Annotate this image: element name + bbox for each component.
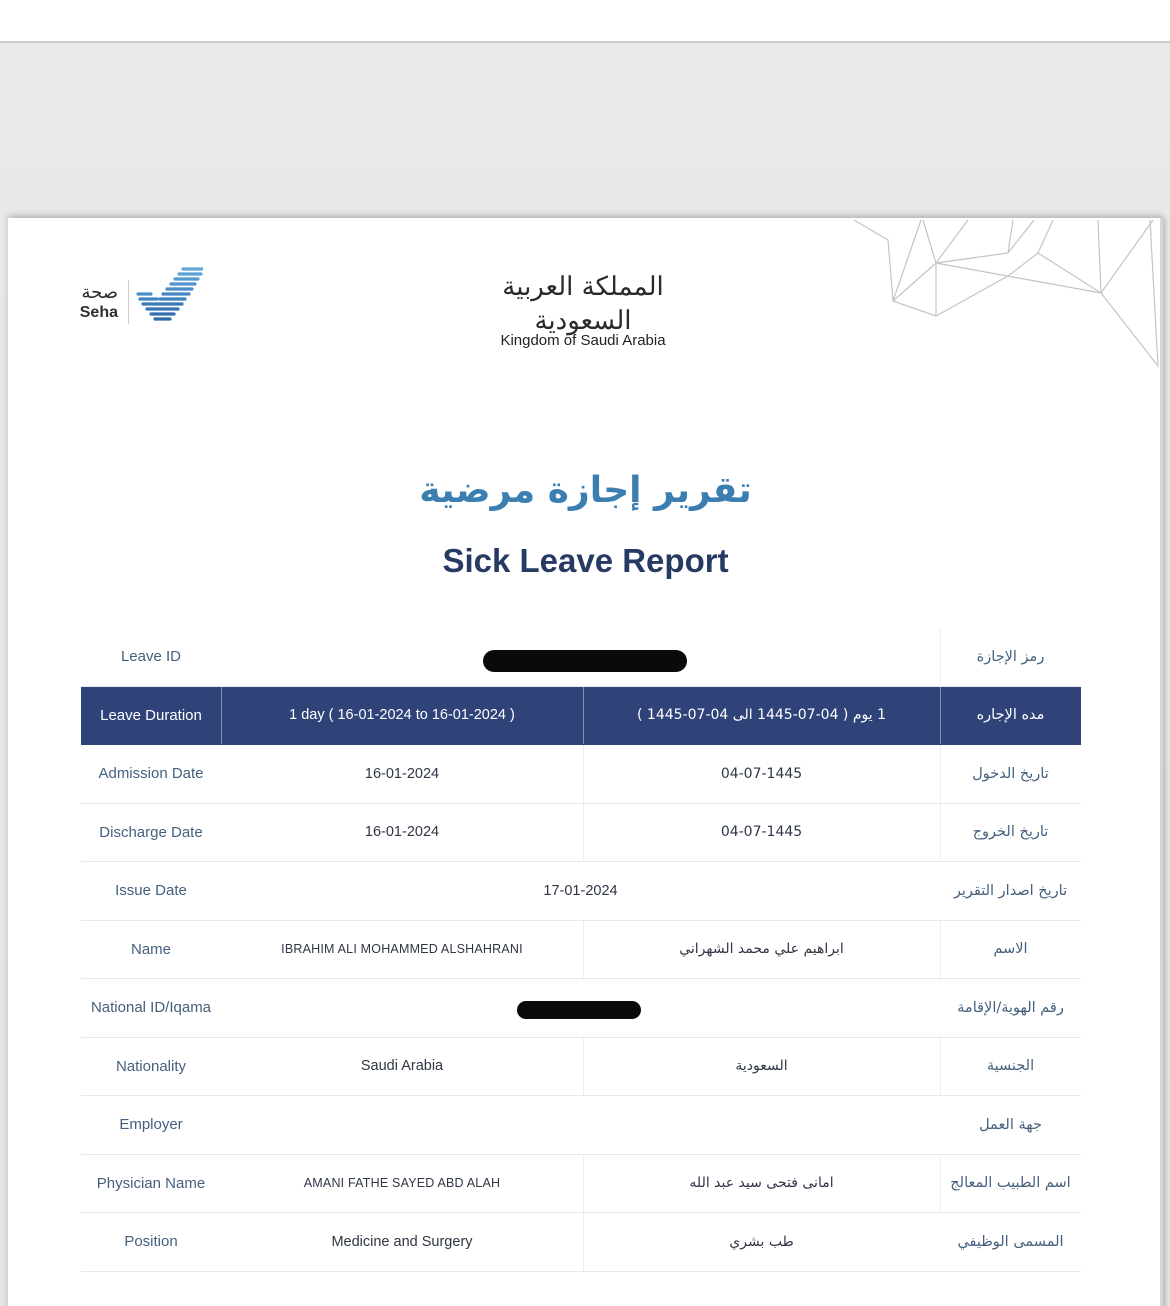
label-en: Employer xyxy=(119,1116,183,1134)
label-en: Discharge Date xyxy=(99,823,203,841)
row-physician-name xyxy=(81,1155,1081,1214)
kingdom-logo-arabic: المملكة العربية السعودية xyxy=(502,272,664,336)
title-arabic: تقرير إجازة مرضية xyxy=(419,470,752,511)
document-page xyxy=(8,218,1163,1306)
label-ar: المسمى الوظيفي xyxy=(957,1233,1064,1250)
label-ar: رقم الهوية/الإقامة xyxy=(957,999,1064,1016)
label-ar: جهة العمل xyxy=(979,1116,1042,1133)
value: 17-01-2024 xyxy=(543,882,618,899)
label-en: Admission Date xyxy=(98,765,204,783)
row-employer xyxy=(81,1096,1081,1155)
label-en: National ID/Iqama xyxy=(90,999,212,1017)
value-en: 1 day ( 16-01-2024 to 16-01-2024 ) xyxy=(289,707,515,724)
seha-logo-english: Seha xyxy=(79,304,118,321)
value-ar: 04-07-1445 xyxy=(720,824,803,841)
value-en: Medicine and Surgery xyxy=(331,1233,473,1250)
label-en: Issue Date xyxy=(115,882,187,900)
label-en: Position xyxy=(124,1233,178,1251)
label-en: Leave ID xyxy=(120,648,182,666)
row-national-id xyxy=(81,979,1081,1038)
redaction-mark xyxy=(517,1001,641,1019)
row-discharge-date xyxy=(81,804,1081,863)
value-ar: 04-07-1445 xyxy=(720,765,803,782)
top-bar xyxy=(0,0,1170,41)
label-ar: مده الإجاره xyxy=(976,707,1045,724)
kingdom-logo xyxy=(473,270,693,349)
geometric-decoration-icon xyxy=(848,218,1163,378)
value-en: 16-01-2024 xyxy=(364,765,440,782)
value-en: Saudi Arabia xyxy=(360,1058,444,1075)
label-ar: اسم الطبيب المعالج xyxy=(950,1175,1071,1192)
row-nationality xyxy=(81,1038,1081,1097)
label-ar: تاريخ الدخول xyxy=(972,765,1049,782)
value xyxy=(221,1096,940,1154)
kingdom-logo-english: Kingdom of Saudi Arabia xyxy=(500,332,666,349)
seha-logo-arabic: صحة xyxy=(81,282,118,303)
label-ar: الجنسية xyxy=(986,1058,1035,1075)
value-en: IBRAHIM ALI MOHAMMED ALSHAHRANI xyxy=(281,942,523,957)
value-ar: السعودية xyxy=(735,1058,788,1075)
label-en: Leave Duration xyxy=(100,706,202,724)
row-position xyxy=(81,1213,1081,1272)
row-leave-duration xyxy=(81,687,1081,746)
row-leave-id xyxy=(81,628,1081,687)
value-ar: طب بشري xyxy=(729,1233,794,1250)
row-admission-date xyxy=(81,745,1081,804)
value-en: AMANI FATHE SAYED ABD ALAH xyxy=(303,1176,501,1191)
logo-separator xyxy=(128,280,129,324)
label-ar: تاريخ الخروج xyxy=(972,824,1049,841)
value-en: 16-01-2024 xyxy=(364,824,440,841)
page-edge xyxy=(1160,218,1163,1306)
checkmark-icon xyxy=(135,266,203,324)
label-en: Physician Name xyxy=(96,1174,206,1192)
value-ar: ابراهيم علي محمد الشهراني xyxy=(679,941,844,958)
report-table xyxy=(81,628,1081,1272)
seha-logo xyxy=(60,266,210,328)
label-en: Name xyxy=(130,940,171,958)
label-ar: تاريخ اصدار التقرير xyxy=(953,882,1068,899)
redaction-mark xyxy=(483,650,687,672)
value-ar: امانى فتحى سيد عبد الله xyxy=(689,1175,834,1192)
label-ar: الاسم xyxy=(993,941,1028,958)
label-ar: رمز الإجازة xyxy=(976,648,1045,665)
label-en: Nationality xyxy=(115,1057,187,1075)
value-ar: 1 يوم ( 04-07-1445 الى 04-07-1445 ) xyxy=(636,707,887,724)
title-english: Sick Leave Report xyxy=(442,542,729,579)
row-name xyxy=(81,921,1081,980)
row-issue-date xyxy=(81,862,1081,921)
